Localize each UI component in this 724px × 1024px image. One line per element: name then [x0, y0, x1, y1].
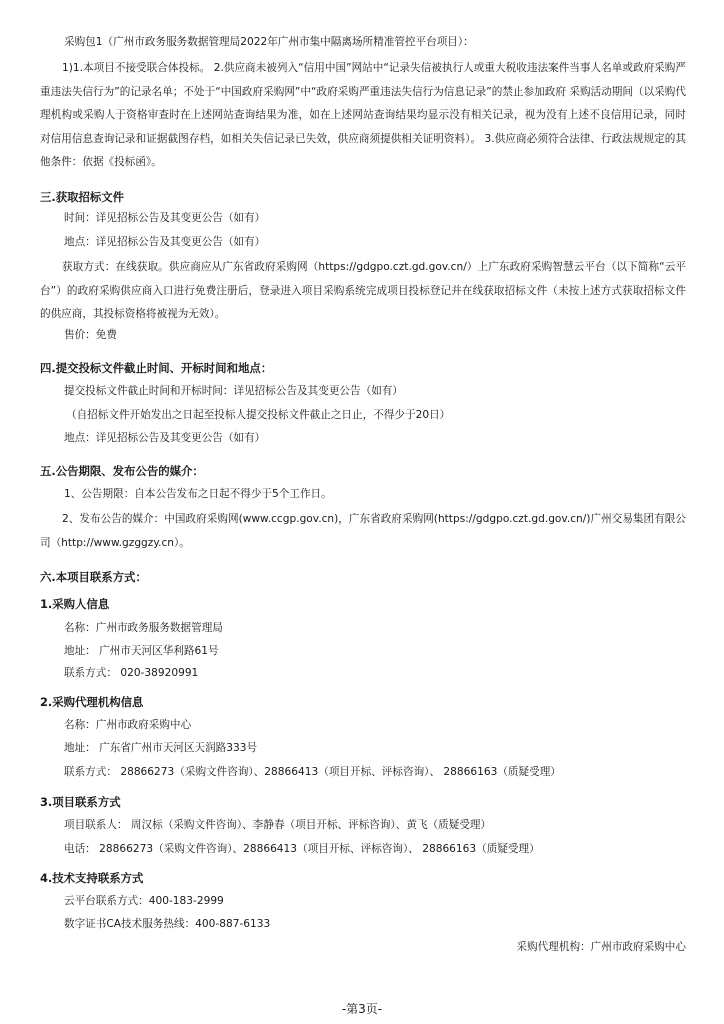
section-6-heading: 六.本项目联系方式： [40, 570, 147, 584]
submission-note: （自招标文件开始发出之日起至投标人提交投标文件截止之日止，不得少于20日） [66, 409, 451, 421]
project-contact-person: 项目联系人： 周汉标（采购文件咨询）、李静春（项目开标、评标咨询）、黄飞（质疑受理） [64, 819, 492, 831]
agency-signature: 采购代理机构：广州市政府采购中心 [516, 941, 686, 953]
acquire-method: 获取方式：在线获取。供应商应从广东省政府采购网（https://gdgpo.czt.gd.gov.cn/）上广东政府采购智慧云平台（以下简称“云平台”）的政府采购供应商入口进行免费注册后，登录进入项目采购系统完成项目投标登记并在线获取招标文件（未按上述方式获取招标文件的供应商，其投标资格将被视为无效）。 [40, 261, 686, 320]
submission-deadline: 提交投标文件截止时间和开标时间：详见招标公告及其变更公告（如有） [64, 385, 403, 397]
submission-place: 地点：详见招标公告及其变更公告（如有） [64, 432, 266, 444]
notice-media: 2、发布公告的媒介：中国政府采购网(www.ccgp.gov.cn)，广东省政府采购网(https://gdgpo.czt.gd.gov.cn/)广州交易集团有限公司（http://www.gzggzy.cn）。 [40, 513, 686, 549]
purchaser-address: 地址： 广州市天河区华利路61号 [64, 645, 219, 657]
agency-address: 地址： 广东省广州市天河区天润路333号 [64, 742, 258, 754]
cloud-platform-contact: 云平台联系方式：400-183-2999 [64, 895, 224, 907]
page-number: -第3页- [341, 1002, 383, 1016]
purchaser-heading: 1.采购人信息 [40, 597, 110, 611]
purchaser-contact: 联系方式： 020-38920991 [64, 667, 199, 679]
section-5-heading: 五.公告期限、发布公告的媒介： [40, 464, 204, 478]
lot-title: 采购包1（广州市政务服务数据管理局2022年广州市集中隔离场所精准管控平台项目）： [64, 36, 474, 48]
section-3-heading: 三.获取招标文件 [40, 190, 125, 204]
acquire-time: 时间：详见招标公告及其变更公告（如有） [64, 212, 266, 224]
agency-heading: 2.采购代理机构信息 [40, 695, 144, 709]
agency-name: 名称：广州市政府采购中心 [64, 719, 192, 731]
document-price: 售价：免费 [64, 329, 117, 341]
lot-requirements: 1)1.本项目不接受联合体投标。 2.供应商未被列入“信用中国”网站中“记录失信被执行人或重大税收违法案件当事人名单或政府采购严重违法失信行为”的记录名单；不处于“中国政府采购网”中“政府采购严重违法失信行为信息记录”的禁止参加政府 采购活动期间（以采购代理机构或采购人于资格审查时在上述网站查询结果为准，如在上述网站查询结果均显示没有相关记录，视为没有上述不良信用记录，同时对信用信息查询记录和证据截图存档，如相关失信记录已失效，供应商须提供相关证明资料）。 3.供应商必须符合法律、行政法规规定的其他条件：依据《投标函》。 [40, 62, 686, 168]
notice-period: 1、公告期限：自本公告发布之日起不得少于5个工作日。 [64, 488, 332, 500]
section-4-heading: 四.提交投标文件截止时间、开标时间和地点： [40, 361, 273, 375]
acquire-place: 地点：详见招标公告及其变更公告（如有） [64, 236, 266, 248]
tech-support-heading: 4.技术支持联系方式 [40, 871, 144, 885]
project-contact-phone: 电话： 28866273（采购文件咨询）、28866413（项目开标、评标咨询）、 28866163（质疑受理） [64, 843, 540, 855]
agency-contact: 联系方式： 28866273（采购文件咨询）、28866413（项目开标、评标咨询）、 28866163（质疑受理） [64, 766, 561, 778]
project-contact-heading: 3.项目联系方式 [40, 795, 121, 809]
ca-hotline: 数字证书CA技术服务热线：400-887-6133 [64, 918, 271, 930]
purchaser-name: 名称：广州市政务服务数据管理局 [64, 622, 223, 634]
